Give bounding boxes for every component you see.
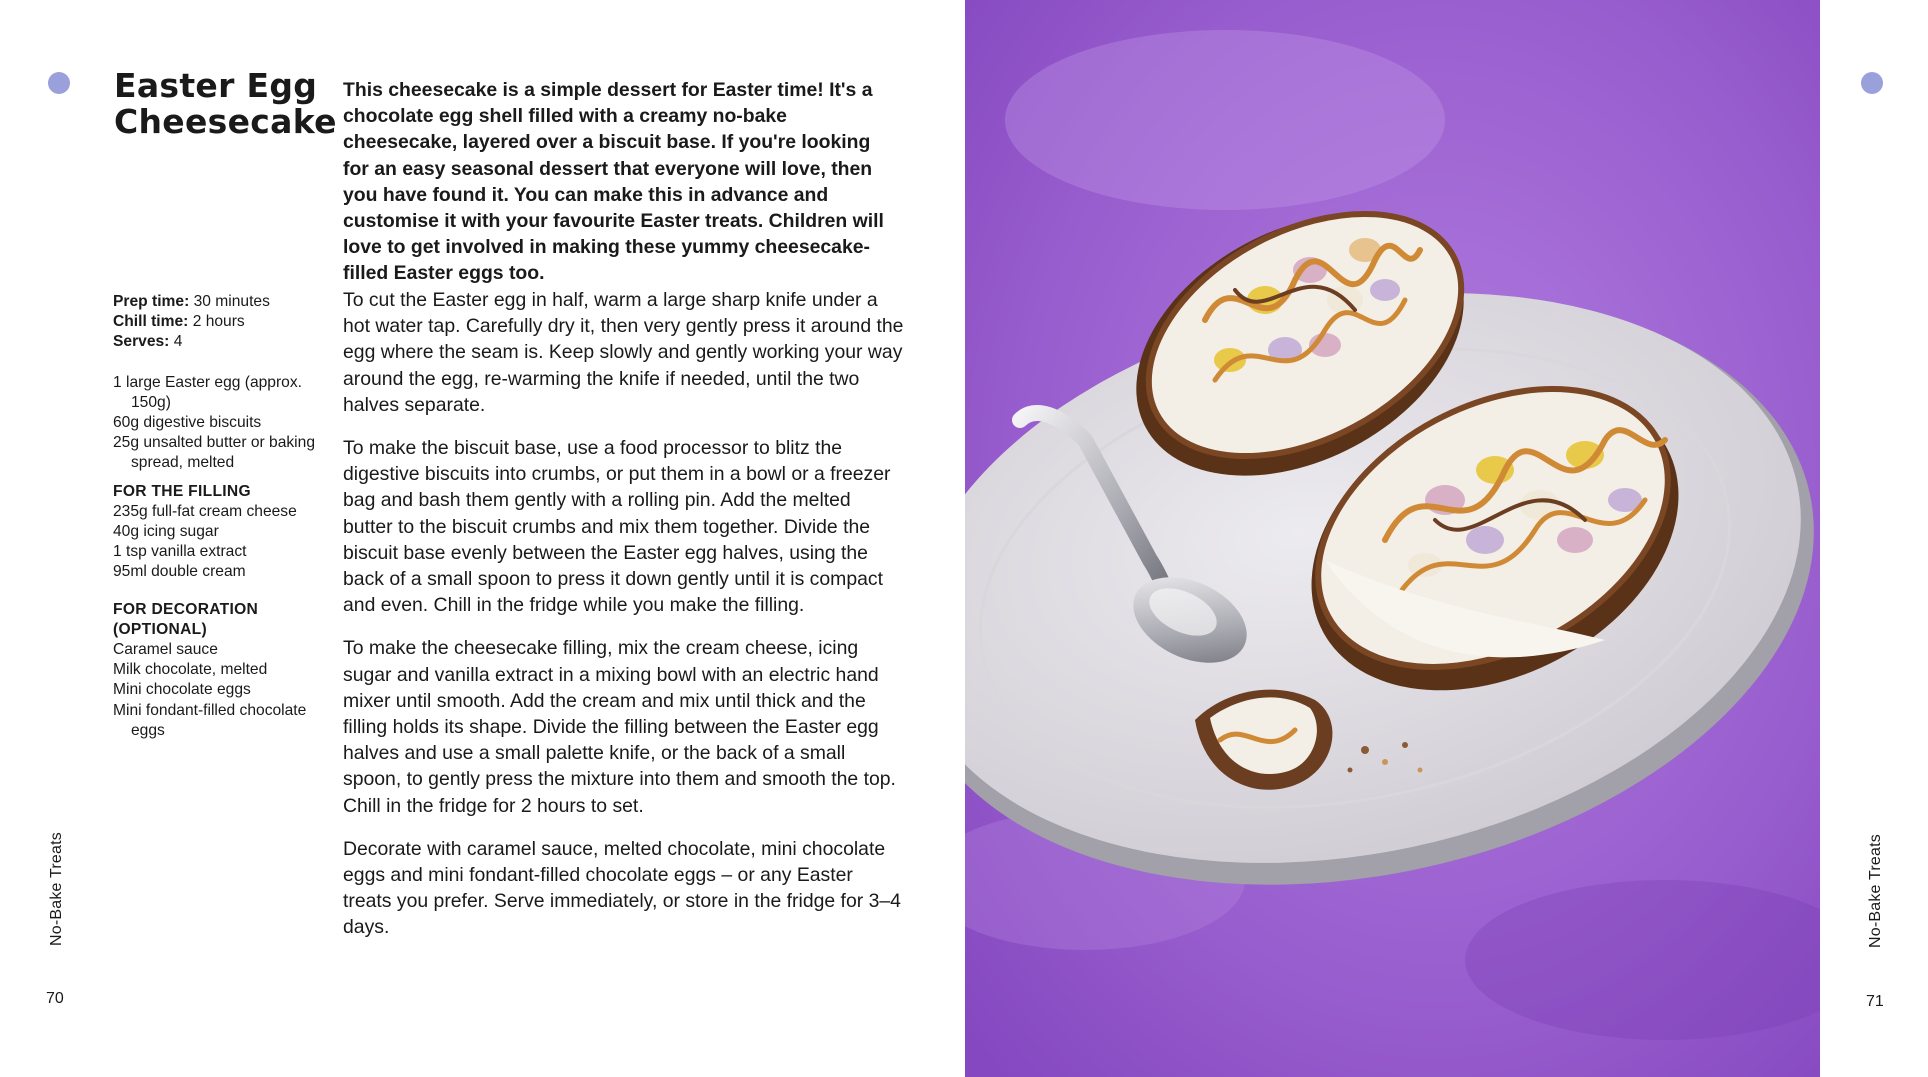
title-line-2: Cheesecake [114, 102, 337, 141]
ingredient-item: 95ml double cream [113, 563, 246, 581]
ingredient-item: Milk chocolate, melted [113, 661, 268, 679]
cheesecake-photo [965, 0, 1820, 1077]
section-label-left: No-Bake Treats [48, 832, 65, 946]
accent-dot-right [1861, 72, 1883, 94]
serves [113, 332, 333, 352]
prep-time [113, 292, 333, 312]
method-step: Decorate with caramel sauce, melted chocolate, mini chocolate eggs and mini fondant-filled chocolate eggs – or any Easter treats you prefer. Serve immediately, or store in the fridge for 3–4 days. [343, 837, 901, 939]
chill-label: Chill time: [113, 313, 189, 331]
ingredient-item: 60g digestive biscuits [113, 414, 262, 432]
ingredients-column [113, 292, 333, 741]
chill-time [113, 312, 333, 332]
serves-label: Serves: [113, 333, 170, 351]
prep-value: 30 minutes [189, 293, 270, 310]
ingredient-item: Caramel sauce [113, 641, 218, 659]
ingredient-item: Mini chocolate eggs [113, 681, 251, 699]
ingredient-item: 25g unsalted butter or baking spread, melted [113, 434, 315, 472]
accent-dot-left [48, 72, 70, 94]
method-step: To make the biscuit base, use a food processor to blitz the digestive biscuits into crumbs, or put them in a bowl or a freezer bag and bash them gently with a rolling pin. Add the melted butter to the biscuit crumbs and mix them together. Divide the biscuit base evenly between the Easter egg halves, using the back of a small spoon to press it down gently until it is compact and even. Chill in the fridge while you make the filling. [343, 437, 891, 617]
ingredient-item: 1 large Easter egg (approx. 150g) [113, 373, 302, 411]
page-number-left: 70 [46, 990, 64, 1007]
method-text [343, 287, 905, 958]
ingredient-item: Mini fondant-filled chocolate eggs [113, 701, 307, 739]
method-step: To make the cheesecake filling, mix the cream cheese, icing sugar and vanilla extract in a mixing bowl with an electric hand mixer until smooth. Add the cream and mix until thick and the filling holds its shape. Divide the filling between the Easter egg halves and use a small palette knife, or the back of a small spoon, to gently press the mixture into them and smooth the top. Chill in the fridge for 2 hours to set. [343, 637, 896, 817]
prep-label: Prep time: [113, 293, 190, 310]
method-step: To cut the Easter egg in half, warm a large sharp knife under a hot water tap. Carefully dry it, then very gently press it around the egg where the seam is. Keep slowly and gently working your way around the egg, re-warming the knife if needed, until the two halves separate. [343, 289, 904, 416]
serves-value: 4 [169, 333, 183, 351]
section-label-right: No-Bake Treats [1867, 834, 1884, 948]
title-line-1: Easter Egg [114, 66, 318, 105]
decoration-heading: FOR DECORATION (OPTIONAL) [113, 600, 259, 638]
chill-value: 2 hours [188, 313, 245, 331]
cheesecake-illustration [965, 0, 1820, 1077]
filling-heading: FOR THE FILLING [113, 482, 251, 500]
ingredient-item: 40g icing sugar [113, 523, 219, 541]
page-number-right: 71 [1866, 993, 1884, 1010]
ingredient-item: 235g full-fat cream cheese [113, 502, 297, 520]
ingredient-item: 1 tsp vanilla extract [113, 543, 247, 561]
recipe-title [114, 66, 337, 141]
recipe-intro: This cheesecake is a simple dessert for Easter time! It's a chocolate egg shell filled with a creamy no-bake cheesecake, layered over a biscuit base. If you're looking for an easy seasonal dessert that everyone will love, then you have found it. You can make this in advance and customise it with your favourite Easter treats. Children will love to get involved in making these yummy cheesecake-filled Easter eggs too. [343, 79, 884, 285]
